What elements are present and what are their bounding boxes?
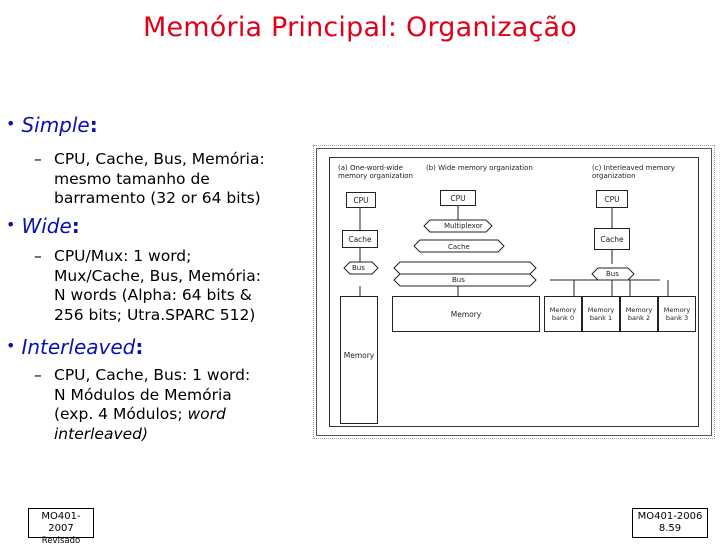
- sub-line: N words (Alpha: 64 bits &: [54, 286, 252, 304]
- bullet-label: Wide: [21, 214, 72, 238]
- sub-line: CPU/Mux: 1 word;: [54, 247, 192, 265]
- figure-header-c: (c) Interleaved memory organization: [592, 164, 675, 180]
- memory-organization-figure: [316, 148, 712, 436]
- memory-box-a: Memory: [340, 296, 378, 424]
- sub-line: 256 bits; Utra.SPARC 512): [54, 305, 256, 324]
- bullet-simple: • Simple:: [6, 113, 98, 137]
- sub-interleaved: – CPU, Cache, Bus: 1 word: N Módulos de Memória (exp. 4 Módulos; word interleaved): [34, 366, 251, 443]
- figure-header-b: (b) Wide memory organization: [426, 164, 533, 172]
- sub-simple: – CPU, Cache, Bus, Memória: mesmo tamanho de barramento (32 or 64 bits): [34, 150, 265, 207]
- memory-bank-1: Memory bank 1: [582, 296, 620, 332]
- sub-line: N Módulos de Memória: [54, 385, 232, 404]
- bullet-label: Interleaved: [21, 335, 136, 359]
- sub-line: interleaved): [54, 424, 149, 443]
- footer-left-line2: Revisado: [41, 536, 81, 546]
- sub-line: barramento (32 or 64 bits): [54, 189, 261, 207]
- bus-label-c: Bus: [606, 270, 619, 278]
- figure-connectors: [330, 158, 700, 428]
- cache-label-b: Cache: [448, 243, 470, 251]
- bullet-dot: •: [6, 215, 16, 234]
- figure-inner: [329, 157, 699, 427]
- cpu-box-a: CPU: [346, 192, 376, 208]
- bullet-wide: • Wide:: [6, 214, 80, 238]
- bullet-interleaved: • Interleaved:: [6, 335, 144, 359]
- cpu-box-b: CPU: [440, 190, 476, 206]
- bullet-dot: •: [6, 114, 16, 133]
- footer-left-line1: MO401-2007: [41, 511, 81, 534]
- bullet-label: Simple: [21, 113, 90, 137]
- bus-label-a: Bus: [352, 264, 365, 272]
- footer-right-line1: MO401-2006: [637, 511, 703, 522]
- footer-left-badge: [28, 508, 94, 546]
- memory-bank-2: Memory bank 2: [620, 296, 658, 332]
- memory-bank-0: Memory bank 0: [544, 296, 582, 332]
- page-title: Memória Principal: Organização: [143, 12, 577, 43]
- figure-header-a: (a) One-word-wide memory organization: [338, 164, 413, 180]
- sub-line: CPU, Cache, Bus: 1 word:: [54, 366, 251, 384]
- sub-wide: – CPU/Mux: 1 word; Mux/Cache, Bus, Memória: N words (Alpha: 64 bits & 256 bits; Utra.SPARC 512): [34, 247, 261, 324]
- cpu-box-c: CPU: [596, 190, 628, 208]
- footer-right-badge: [632, 508, 708, 538]
- sub-line: Mux/Cache, Bus, Memória:: [54, 266, 261, 285]
- sub-line: CPU, Cache, Bus, Memória:: [54, 150, 265, 168]
- cache-box-c: Cache: [594, 228, 630, 250]
- footer-right-line2: 8.59: [658, 523, 682, 534]
- bullet-dot: •: [6, 336, 16, 355]
- multiplexor-label: Multiplexor: [444, 222, 483, 230]
- bus-label-b: Bus: [452, 276, 465, 284]
- memory-box-b: Memory: [392, 296, 540, 332]
- sub-line: (exp. 4 Módulos; word: [54, 405, 226, 423]
- cache-box-a: Cache: [342, 230, 378, 248]
- sub-line: mesmo tamanho de: [54, 169, 210, 188]
- memory-bank-3: Memory bank 3: [658, 296, 696, 332]
